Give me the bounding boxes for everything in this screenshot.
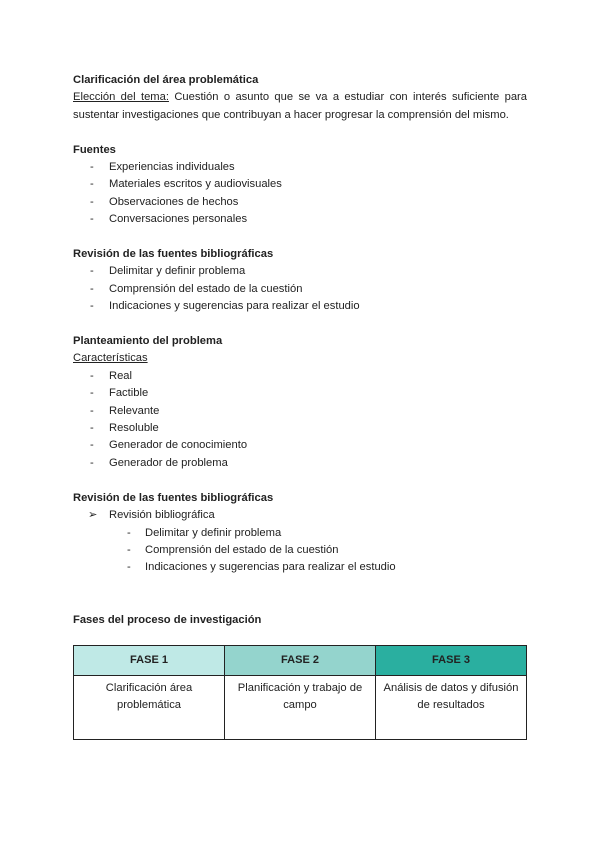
section-title-fuentes: Fuentes — [73, 143, 116, 156]
fase-3-header: FASE 3 — [376, 645, 527, 675]
section-title-revision: Revisión de las fuentes bibliográficas — [73, 248, 274, 261]
tema-label: Elección del tema: — [73, 91, 169, 104]
list-item: ➢ Revisión bibliográfica — [73, 507, 527, 524]
list-item: - Factible — [90, 387, 149, 400]
section-title-clarificacion: Clarificación del área problemática — [73, 74, 259, 86]
list-item: - Comprensión del estado de la cuestión — [127, 543, 339, 556]
fase-2-header: FASE 2 — [225, 645, 376, 675]
list-item: - Observaciones de hechos — [90, 195, 239, 208]
list-item: - Conversaciones personales — [90, 213, 248, 226]
list-item: - Delimitar y definir problema — [90, 265, 246, 278]
fase-3-cell: Análisis de datos y difusión de resultados — [376, 675, 527, 739]
caracteristicas-list — [73, 368, 527, 472]
tema-paragraph — [73, 89, 527, 124]
section-title-fases: Fases del proceso de investigación — [73, 613, 262, 626]
list-item: - Delimitar y definir problema — [127, 526, 282, 539]
fases-table — [73, 645, 527, 740]
list-item: - Generador de problema — [90, 456, 228, 469]
list-item: - Resoluble — [90, 422, 159, 435]
fase-2-cell: Planificación y trabajo de campo — [225, 675, 376, 739]
list-item: - Indicaciones y sugerencias para realizar el estudio — [90, 300, 360, 313]
revision-sublist — [73, 525, 527, 577]
list-item: - Indicaciones y sugerencias para realizar el estudio — [127, 561, 396, 574]
list-item: - Relevante — [90, 404, 160, 417]
fase-1-header: FASE 1 — [74, 645, 225, 675]
revision-list — [73, 263, 527, 315]
document-content — [73, 72, 527, 740]
table-header-row — [74, 645, 527, 675]
list-item: - Generador de conocimiento — [90, 439, 248, 452]
list-item: - Experiencias individuales — [90, 161, 235, 174]
revision-arrow-list — [73, 507, 527, 524]
list-item: - Materiales escritos y audiovisuales — [90, 178, 282, 191]
caracteristicas-subtitle: Características — [73, 352, 148, 365]
tema-text: Cuestión o asunto que se va a estudiar con interés suficiente para sustentar investigaciones que contribuyan a hacer progresar la comprensión del mismo. — [73, 91, 527, 121]
table-row — [74, 675, 527, 739]
arrow-bullet-icon: ➢ — [88, 509, 98, 522]
list-item: - Comprensión del estado de la cuestión — [90, 282, 303, 295]
section-title-planteamiento: Planteamiento del problema — [73, 335, 223, 348]
section-title-revision-2: Revisión de las fuentes bibliográficas — [73, 491, 274, 504]
fase-1-cell: Clarificación área problemática — [74, 675, 225, 739]
fuentes-list — [73, 159, 527, 229]
list-item: - Real — [90, 369, 133, 382]
